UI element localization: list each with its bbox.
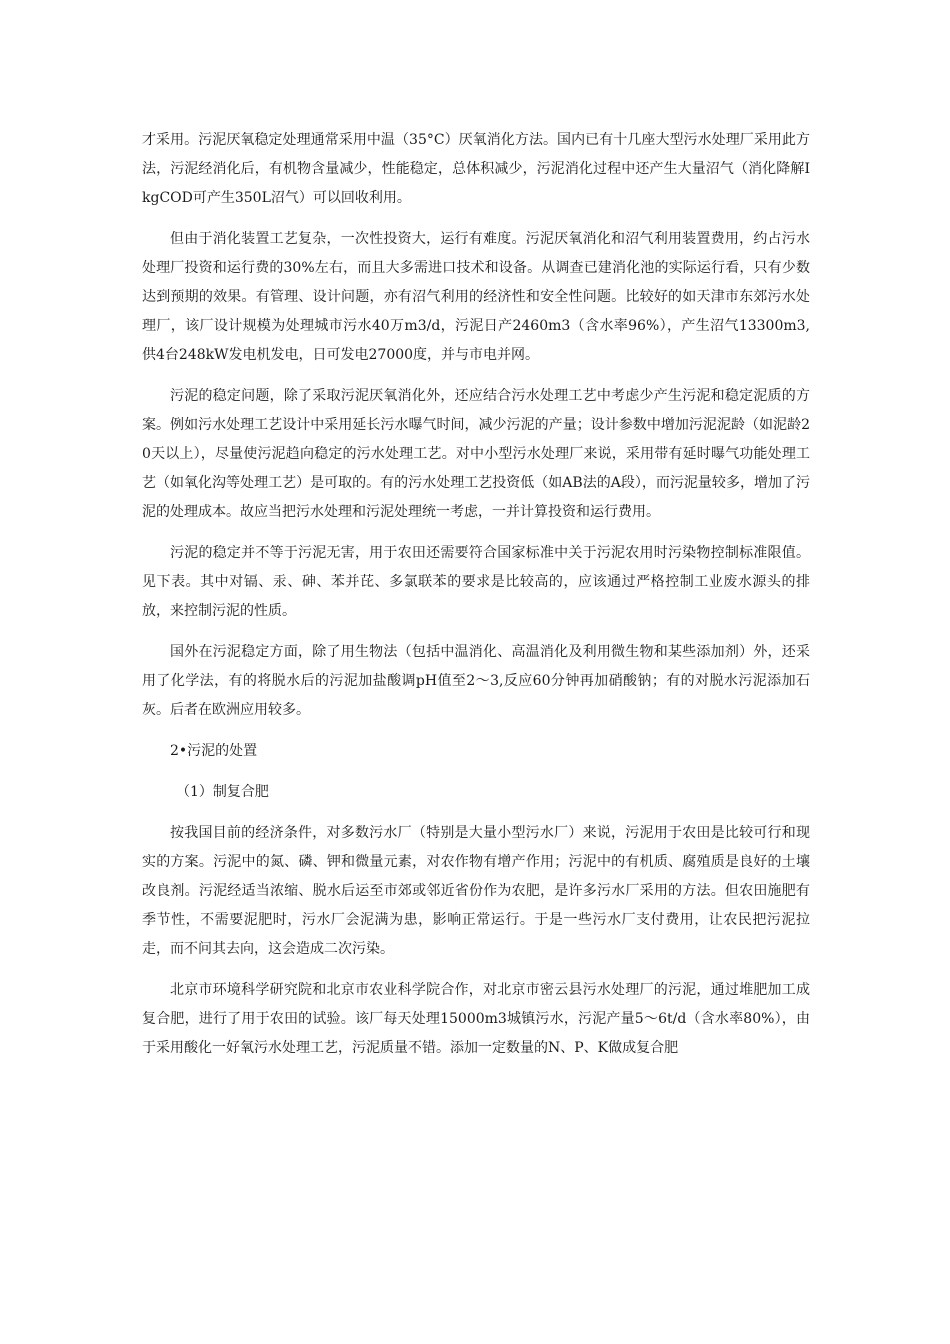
paragraph: 国外在污泥稳定方面，除了用生物法（包括中温消化、高温消化及利用微生物和某些添加剂）外，还采用了化学法，有的将脱水后的污泥加盐酸调pH值至2～3,反应60分钟再加硝酸钠；有的对脱水污泥添加石灰。后者在欧洲应用较多。: [142, 644, 810, 718]
paragraph: 污泥的稳定并不等于污泥无害，用于农田还需要符合国家标准中关于污泥农用时污染物控制标准限值。见下表。其中对镉、汞、砷、苯并芘、多氯联苯的要求是比较高的，应该通过严格控制工业废水源头的排放，来控制污泥的性质。: [142, 545, 810, 619]
paragraph: 污泥的稳定问题，除了采取污泥厌氧消化外，还应结合污水处理工艺中考虑少产生污泥和稳定泥质的方案。例如污水处理工艺设计中采用延长污水曝气时间，减少污泥的产量；设计参数中增加污泥泥龄（如泥龄20天以上），尽量使污泥趋向稳定的污水处理工艺。对中小型污水处理厂来说，采用带有延时曝气功能处理工艺（如氧化沟等处理工艺）是可取的。有的污水处理工艺投资低（如AB法的A段），而污泥量较多，增加了污泥的处理成本。故应当把污水处理和污泥处理统一考虑，一并计算投资和运行费用。: [142, 388, 810, 520]
paragraph-continuation: 才采用。污泥厌氧稳定处理通常采用中温（35°C）厌氧消化方法。国内已有十几座大型污水处理厂采用此方法，污泥经消化后，有机物含量减少，性能稳定，总体积减少，污泥消化过程中还产生大量沼气（消化降解IkgCOD可产生350L沼气）可以回收利用。: [142, 132, 810, 206]
paragraph: 北京市环境科学研究院和北京市农业科学院合作，对北京市密云县污水处理厂的污泥，通过堆肥加工成复合肥，进行了用于农田的试验。该厂每天处理15000m3城镇污水，污泥产量5～6t/d（含水率80%），由于采用酸化一好氧污水处理工艺，污泥质量不错。添加一定数量的N、P、K做成复合肥: [142, 982, 810, 1056]
subsection-heading: （1）制复合肥: [176, 784, 269, 800]
document-body: [142, 126, 810, 1075]
paragraph: 但由于消化装置工艺复杂，一次性投资大，运行有难度。污泥厌氧消化和沼气利用装置费用，约占污水处理厂投资和运行费的30%左右，而且大多需进口技术和设备。从调查已建消化池的实际运行看，只有少数达到预期的效果。有管理、设计问题，亦有沼气利用的经济性和安全性问题。比较好的如天津市东郊污水处理厂，该厂设计规模为处理城市污水40万m3/d，污泥日产2460m3（含水率96%），产生沼气13300m3,供4台248kW发电机发电，日可发电27000度，并与市电并网。: [142, 231, 810, 363]
section-heading: 2•污泥的处置: [170, 743, 258, 759]
paragraph: 按我国目前的经济条件，对多数污水厂（特别是大量小型污水厂）来说，污泥用于农田是比较可行和现实的方案。污泥中的氮、磷、钾和微量元素，对农作物有增产作用；污泥中的有机质、腐殖质是良好的土壤改良剂。污泥经适当浓缩、脱水后运至市郊或邻近省份作为农肥，是许多污水厂采用的方法。但农田施肥有季节性，不需要泥肥时，污水厂会泥满为患，影响正常运行。于是一些污水厂支付费用，让农民把污泥拉走，而不问其去向，这会造成二次污染。: [142, 825, 810, 957]
